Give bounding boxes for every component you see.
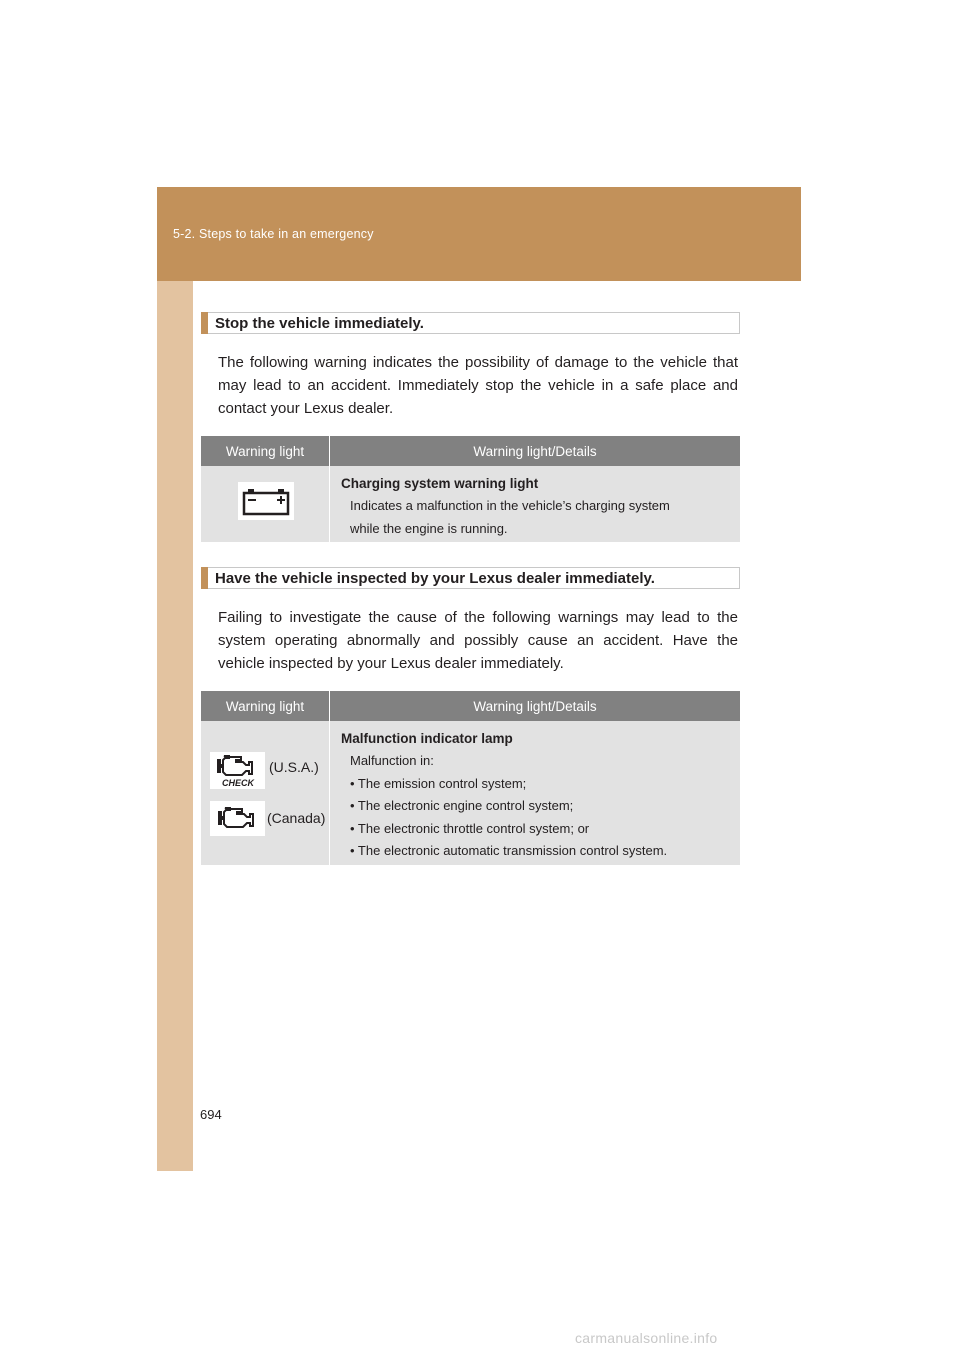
- detail-line: • The electronic automatic transmission control system.: [350, 843, 668, 858]
- table-row: [201, 466, 740, 542]
- table-header: [201, 691, 740, 721]
- warning-table-malfunction: [201, 691, 740, 865]
- warning-title: Charging system warning light: [341, 476, 539, 491]
- detail-line: Indicates a malfunction in the vehicle’s charging system: [350, 498, 670, 513]
- col-header-warning-light: Warning light: [201, 436, 330, 466]
- page-number: 694: [200, 1107, 222, 1122]
- detail-line: Malfunction in:: [350, 753, 434, 768]
- detail-line: • The emission control system;: [350, 775, 527, 791]
- section-title: Have the vehicle inspected by your Lexus dealer immediately.: [215, 569, 655, 587]
- heading-accent-bar: [201, 312, 208, 334]
- detail-line: while the engine is running.: [350, 520, 508, 536]
- section-paragraph: Failing to investigate the cause of the following warnings may lead to the system operating abnormally and possibly cause an accident. Have the vehicle inspected by your Lexus dealer immediately.: [218, 609, 738, 672]
- table-row: [201, 721, 740, 865]
- details-cell: [330, 466, 740, 542]
- heading-accent-bar: [201, 567, 208, 589]
- battery-icon: [238, 482, 294, 520]
- section-title: Stop the vehicle immediately.: [215, 314, 424, 332]
- table-header: [201, 436, 740, 466]
- side-strip: [157, 281, 193, 1171]
- detail-line: • The electronic engine control system;: [350, 798, 574, 813]
- col-header-warning-light: Warning light: [201, 691, 330, 721]
- header-band: [157, 187, 801, 281]
- region-label-canada: (Canada): [267, 810, 326, 826]
- region-label-usa: (U.S.A.): [269, 759, 319, 775]
- watermark: carmanualsonline.info: [575, 1330, 718, 1346]
- col-header-details: Warning light/Details: [473, 698, 597, 714]
- icon-cell: [201, 466, 330, 542]
- section-breadcrumb: 5-2. Steps to take in an emergency: [173, 227, 374, 241]
- warning-title: Malfunction indicator lamp: [341, 731, 513, 746]
- section-heading-stop: [201, 312, 740, 334]
- check-engine-icon: [210, 752, 265, 789]
- details-cell: [330, 721, 740, 865]
- col-header-details: Warning light/Details: [473, 443, 597, 459]
- check-badge-text: CHECK: [221, 777, 254, 788]
- detail-line: • The electronic throttle control system; or: [350, 820, 590, 836]
- icon-cell: [201, 721, 330, 865]
- section-heading-inspect: [201, 567, 740, 589]
- engine-icon: [210, 801, 265, 836]
- section-paragraph: The following warning indicates the possibility of damage to the vehicle that may lead to an accident. Immediately stop the vehicle in a safe place and contact your Lexus dealer.: [218, 354, 738, 417]
- warning-table-charging: [201, 436, 740, 542]
